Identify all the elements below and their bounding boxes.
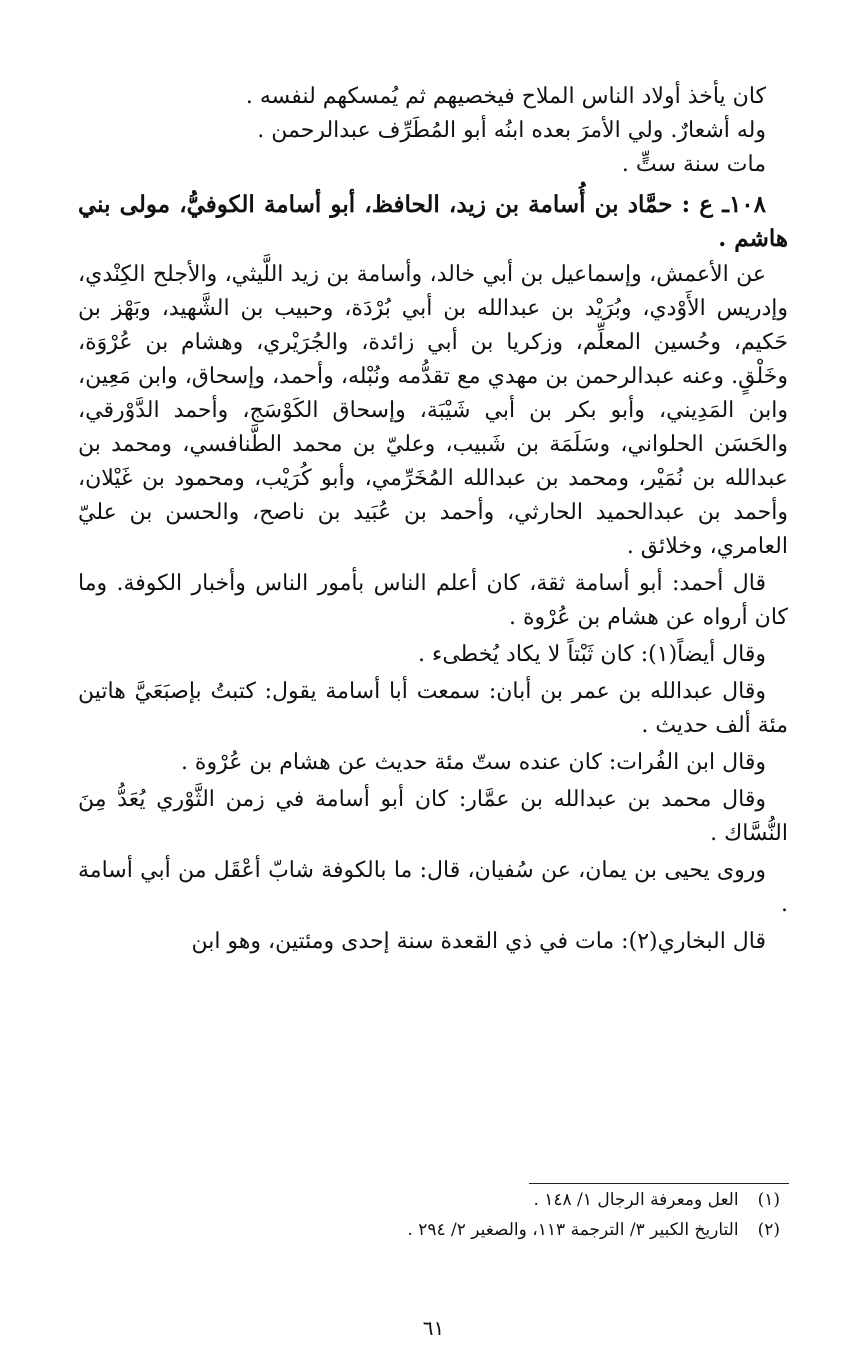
paragraph-continuation: كان يأخذ أولاد الناس الملاح فيخصيهم ثم يُمسكهم لنفسه . [245, 84, 766, 109]
footnotes [78, 1185, 788, 1245]
paragraph-abdullah: وقال عبدالله بن عمر بن أبان: سمعت أبا أسامة يقول: كتبتُ بإصبَعَيَّ هاتين مئة ألف حديث . [78, 679, 788, 738]
footnote-2 [78, 1215, 788, 1245]
paragraph-narrators: عن الأعمش، وإسماعيل بن أبي خالد، وأسامة بن زيد اللَّيثي، والأجلح الكِنْدي، وإدريس الأَوْدي، وبُرَيْد بن عبدالله بن أبي بُرْدَة، وحبيب بن الشَّهيد، وبَهْز بن حَكيم، وحُسين المعلِّم، وزكريا بن أبي زائدة، والجُرَيْري، وهشام بن عُرْوَة، وخَلْقٍ. وعنه عبدالرحمن بن مهدي مع تقدُّمه ونُبْله، وأحمد، وإسحاق، وابن مَعِين، وابن المَدِيني، وأبو بكر بن أبي شَيْبَة، وإسحاق الكَوْسَج، وأحمد الدَّوْرقي، والحَسَن الحلواني، وسَلَمَة بن شَبيب، وعليّ بن محمد الطَّنافسي، ومحمد بن عبدالله بن نُمَيْر، ومحمد بن عبدالله المُخَرِّمي، وأبو كُرَيْب، ومحمود بن غَيْلان، وأحمد بن عبدالحميد الحارثي، وأحمد بن عُبَيد بن ناصح، والحسن بن عليّ العامري، وخلائق . [78, 262, 788, 559]
paragraph-poetry-note: وله أشعارٌ. ولي الأمرَ بعده ابنُه أبو المُطَرِّف عبدالرحمن . [257, 118, 766, 143]
paragraph-ahmad-also: وقال أيضاً(١): كان ثَبْتاً لا يكاد يُخطىء . [417, 642, 766, 667]
entry-heading: ١٠٨ـ ع : حمَّاد بن أُسامة بن زيد، الحافظ، أبو أسامة الكوفيُّ، مولى بني هاشم . [78, 191, 788, 252]
paragraph-yahya: وروى يحيى بن يمان، عن سُفيان، قال: ما بالكوفة شابّ أعْقَل من أبي أسامة . [78, 858, 788, 917]
footnote-number: (١) [757, 1190, 780, 1210]
footnote-number: (٢) [757, 1220, 780, 1240]
main-text [78, 80, 788, 959]
paragraph-ahmad: قال أحمد: أبو أسامة ثقة، كان أعلم الناس بأمور الناس وأخبار الكوفة. وما كان أرواه عن هشام بن عُرْوة . [78, 571, 788, 630]
paragraph-death-year: مات سنة ستٍّ . [621, 152, 766, 177]
footnote-text: العل ومعرفة الرجال ١/ ١٤٨ . [533, 1190, 739, 1210]
footnote-divider [529, 1183, 789, 1184]
footnote-text: التاريخ الكبير ٣/ الترجمة ١١٣، والصغير ٢/ ٢٩٤ . [407, 1220, 739, 1240]
page-number: ٦١ [422, 1316, 445, 1340]
paragraph-ibn-furat: وقال ابن الفُرات: كان عنده ستّ مئة حديث عن هشام بن عُرْوة . [180, 750, 766, 775]
footnote-1 [78, 1185, 788, 1215]
paragraph-ibn-ammar: وقال محمد بن عبدالله بن عمَّار: كان أبو أسامة في زمن الثَّوْري يُعَدُّ مِنَ النُّسَّاك . [78, 787, 788, 846]
paragraph-bukhari: قال البخاري(٢): مات في ذي القعدة سنة إحدى ومئتين، وهو ابن [191, 929, 766, 954]
